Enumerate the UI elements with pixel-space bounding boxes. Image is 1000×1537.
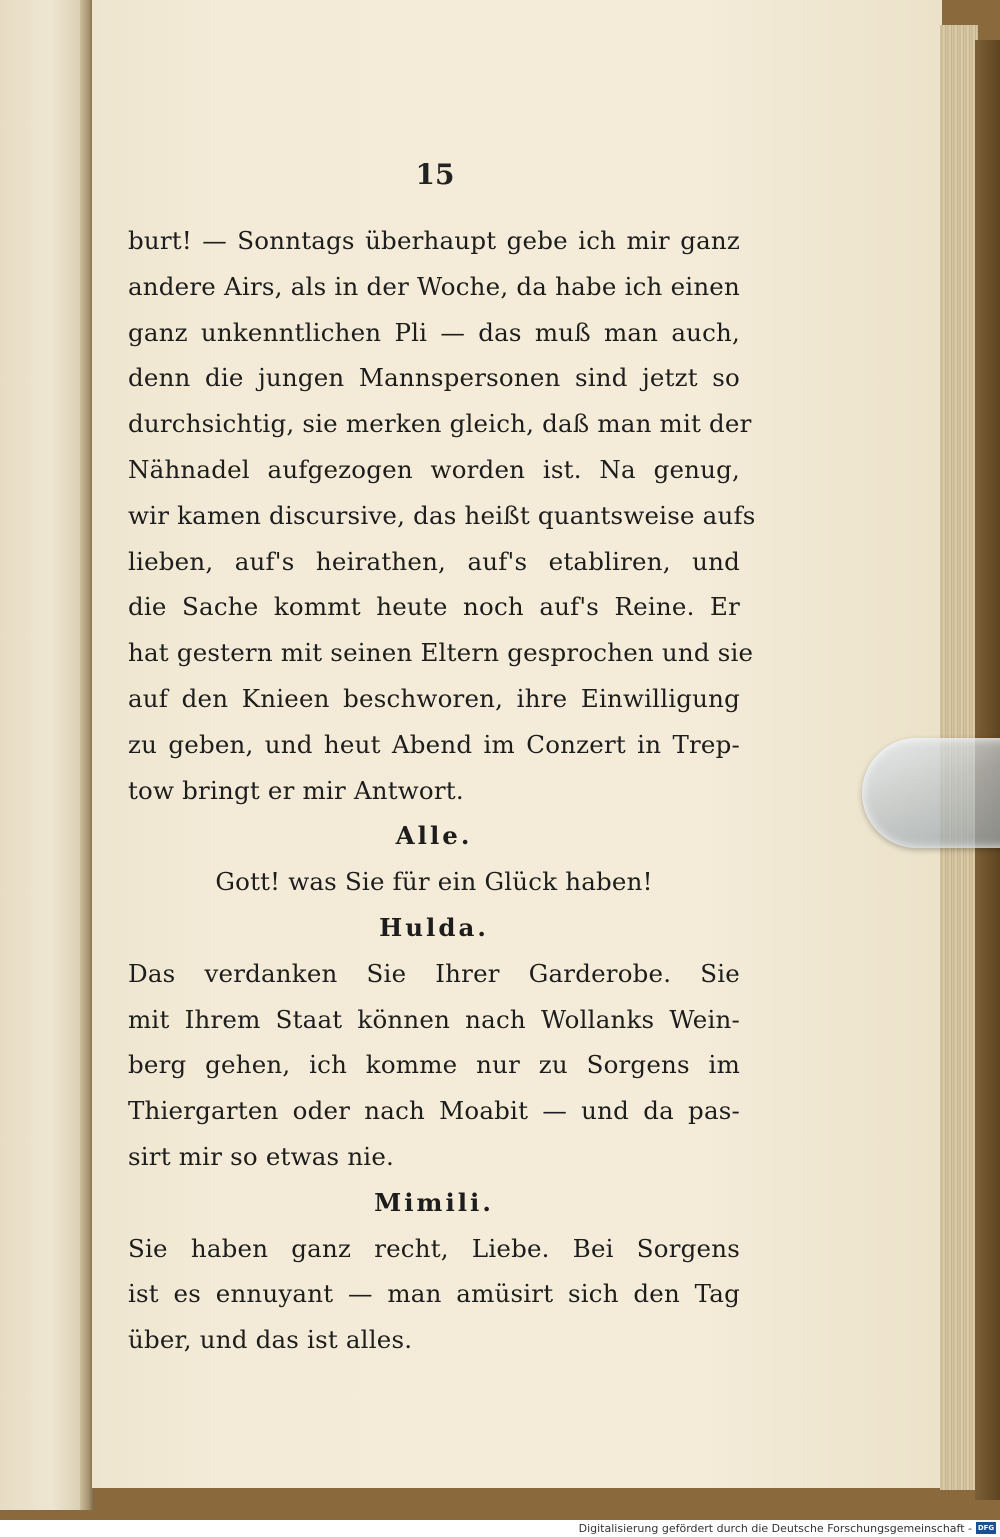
text-line: ganz unkenntlichen Pli — das muß man auch, xyxy=(128,317,740,347)
text-line: burt! — Sonntags überhaupt gebe ich mir ganz xyxy=(128,226,740,255)
dialogue-line-hulda: mit Ihrem Staat können nach Wollanks Wein- xyxy=(128,1004,740,1034)
page-number: 15 xyxy=(415,158,455,191)
text-line: lieben, auf's heirathen, auf's etabliren, und xyxy=(128,546,740,576)
text-line: die Sache kommt heute noch auf's Reine. Er xyxy=(128,592,740,622)
dialogue-line-hulda: berg gehen, ich komme nur zu Sorgens im xyxy=(128,1050,740,1080)
text-line: Nähnadel aufgezogen worden ist. Na genug, xyxy=(128,454,740,484)
dialogue-line-alle: Gott! was Sie für ein Glück haben! xyxy=(215,867,653,897)
text-line: andere Airs, als in der Woche, da habe ich einen xyxy=(128,271,740,301)
speaker-heading-hulda: Hulda. xyxy=(379,912,489,942)
dialogue-line-mimili: über, und das ist alles. xyxy=(128,1325,413,1355)
speaker-heading-alle: Alle. xyxy=(395,821,473,851)
dialogue-line-hulda: Das verdanken Sie Ihrer Garderobe. Sie xyxy=(128,958,740,988)
page-clip xyxy=(862,738,1000,848)
text-line: tow bringt er mir Antwort. xyxy=(128,775,464,805)
text-line: denn die jungen Mannspersonen sind jetzt so xyxy=(128,363,740,393)
facing-page-edge xyxy=(0,0,85,1510)
dialogue-line-mimili: ist es ennuyant — man amüsirt sich den Tag xyxy=(128,1279,740,1309)
text-line: auf den Knieen beschworen, ihre Einwilligung xyxy=(128,683,740,713)
text-line: wir kamen discursive, das heißt quantsweise aufs xyxy=(128,500,756,530)
speaker-heading-mimili: Mimili. xyxy=(374,1187,494,1217)
dialogue-line-mimili: Sie haben ganz recht, Liebe. Bei Sorgens xyxy=(128,1233,740,1263)
page-text xyxy=(128,218,756,1363)
dfg-logo: DFG xyxy=(977,1524,995,1532)
digitization-credit: Digitalisierung gefördert durch die Deutsche Forschungsgemeinschaft - xyxy=(578,1522,972,1535)
text-line: zu geben, und heut Abend im Conzert in Trep- xyxy=(128,729,740,759)
text-line: hat gestern mit seinen Eltern gesprochen und sie xyxy=(128,638,754,668)
text-line: durchsichtig, sie merken gleich, daß man mit der xyxy=(128,409,752,439)
dialogue-line-hulda: sirt mir so etwas nie. xyxy=(128,1141,395,1171)
dialogue-line-hulda: Thiergarten oder nach Moabit — und da pas- xyxy=(128,1096,740,1126)
